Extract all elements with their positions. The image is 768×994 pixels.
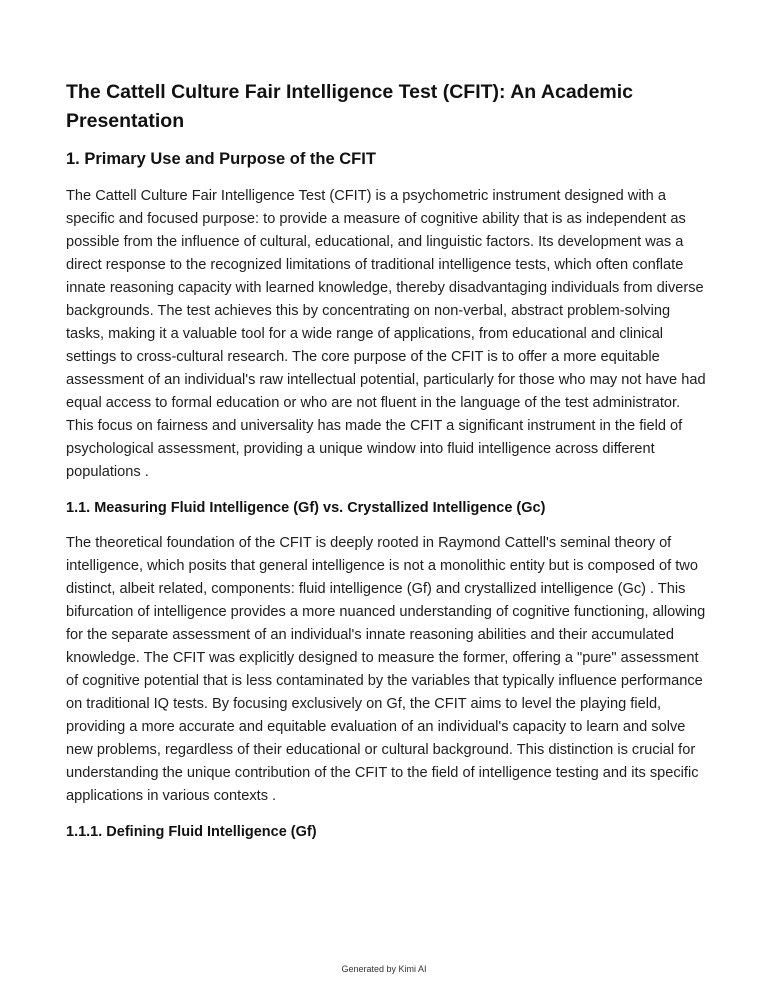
section-heading-primary-use: 1. Primary Use and Purpose of the CFIT [66,150,376,168]
section-paragraph-primary-use: The Cattell Culture Fair Intelligence Test (CFIT) is a psychometric instrument designed with a specific and focused purpose: to provide a measure of cognitive ability that is as independent as possible from the influence of cultural, educational, and linguistic factors. Its development was a direct response to the recognized limitations of traditional intelligence tests, which often conflate innate reasoning capacity with learned knowledge, thereby disadvantaging individuals from diverse backgrounds. The test achieves this by concentrating on non-verbal, abstract problem-solving tasks, making it a valuable tool for a wide range of applications, from educational and clinical settings to cross-cultural research. The core purpose of the CFIT is to offer a more equitable assessment of an individual's raw intellectual potential, particularly for those who may not have had equal access to formal education or who are not fluent in the language of the test administrator. This focus on fairness and universality has made the CFIT a significant instrument in the field of psychological assessment, providing a unique window into fluid intelligence across different populations . [66,188,706,480]
footer-generated-by: Generated by Kimi AI [341,964,427,974]
section-paragraph-fluid-vs-crystallized: The theoretical foundation of the CFIT is deeply rooted in Raymond Cattell's seminal theory of intelligence, which posits that general intelligence is not a monolithic entity but is composed of two distinct, albeit related, components: fluid intelligence (Gf) and crystallized intelligence (Gc) . This bifurcation of intelligence provides a more nuanced understanding of cognitive functioning, allowing for the separate assessment of an individual's innate reasoning abilities and their accumulated knowledge. The CFIT was explicitly designed to measure the former, offering a "pure" assessment of cognitive potential that is less contaminated by the variables that typically influence performance on traditional IQ tests. By focusing exclusively on Gf, the CFIT aims to level the playing field, providing a more accurate and equitable evaluation of an individual's capacity to learn and solve new problems, regardless of their educational or cultural background. This distinction is crucial for understanding the unique contribution of the CFIT to the field of intelligence testing and its specific applications in various contexts . [66,535,706,804]
document-page [66,78,706,856]
document-title: The Cattell Culture Fair Intelligence Test (CFIT): An Academic Presentation [66,81,634,132]
section-heading-defining-fluid: 1.1.1. Defining Fluid Intelligence (Gf) [66,824,317,840]
section-heading-fluid-vs-crystallized: 1.1. Measuring Fluid Intelligence (Gf) vs. Crystallized Intelligence (Gc) [66,500,546,516]
